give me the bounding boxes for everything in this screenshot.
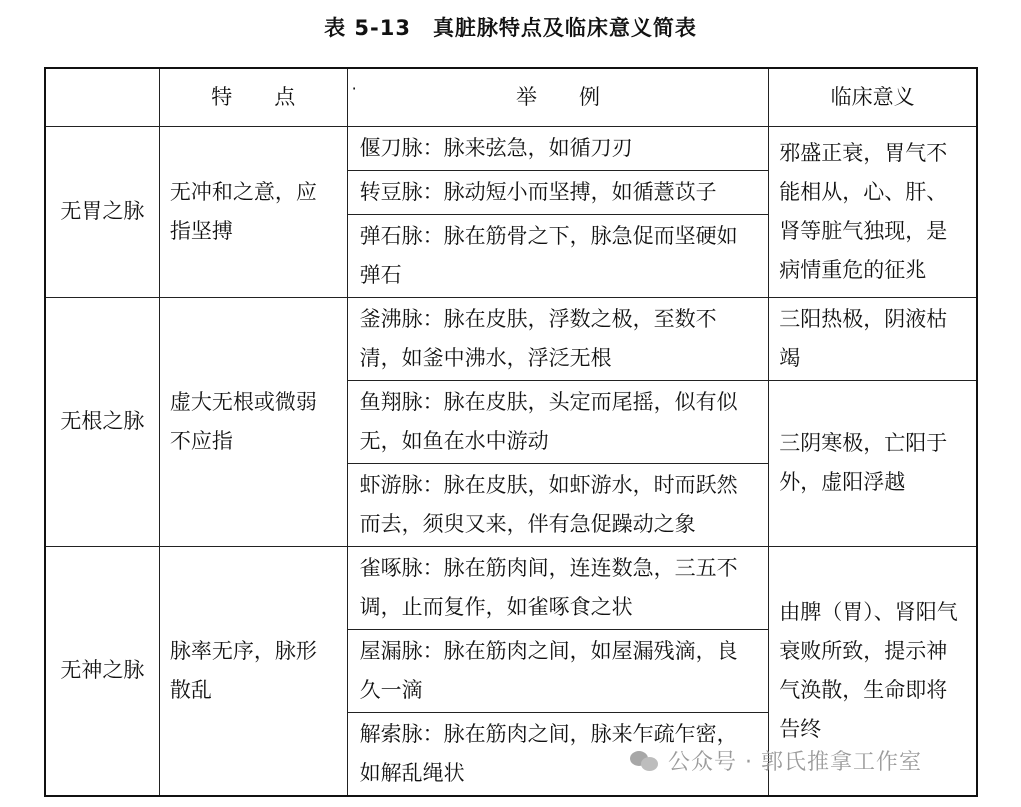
header-meaning: 临床意义 (769, 68, 977, 126)
example-cell: 解索脉：脉在筋肉之间，脉来乍疏乍密，如解乱绳状 (347, 712, 769, 796)
table-row (45, 126, 977, 170)
watermark-text: 公众号 · 郭氏推拿工作室 (668, 750, 922, 775)
table-row (45, 546, 977, 629)
group-label: 无胃之脉 (45, 126, 159, 297)
group-meaning: 邪盛正衰，胃气不能相从，心、肝、肾等脏气独现，是病情重危的征兆 (769, 126, 977, 297)
group-feature: 虚大无根或微弱不应指 (159, 297, 347, 546)
example-cell: 弹石脉：脉在筋骨之下，脉急促而坚硬如弹石 (347, 214, 769, 297)
group-feature: 无冲和之意，应指坚搏 (159, 126, 347, 297)
example-cell: 偃刀脉：脉来弦急，如循刀刃 (347, 126, 769, 170)
example-cell: 转豆脉：脉动短小而坚搏，如循薏苡子 (347, 170, 769, 214)
group-meaning: 由脾（胃）、肾阳气衰败所致，提示神气涣散，生命即将告终 (769, 546, 977, 796)
header-example (347, 68, 769, 126)
watermark (630, 745, 922, 776)
table-caption: 真脏脉特点及临床意义简表 (432, 16, 697, 40)
example-cell: 釜沸脉：脉在皮肤，浮数之极，至数不清，如釜中沸水，浮泛无根 (347, 297, 769, 380)
group-label: 无根之脉 (45, 297, 159, 546)
table-number: 表 5-13 (324, 16, 411, 40)
header-example-label: 举 例 (515, 84, 600, 109)
group-meaning-a: 三阳热极，阴液枯竭 (769, 297, 977, 380)
header-dot: · (351, 79, 357, 98)
pulse-table (44, 67, 978, 797)
table-row (45, 297, 977, 380)
example-cell: 鱼翔脉：脉在皮肤，头定而尾摇，似有似无，如鱼在水中游动 (347, 380, 769, 463)
wechat-icon (630, 749, 660, 773)
group-label: 无神之脉 (45, 546, 159, 796)
example-cell: 雀啄脉：脉在筋肉间，连连数急，三五不调，止而复作，如雀啄食之状 (347, 546, 769, 629)
header-feature: 特 点 (159, 68, 347, 126)
example-cell: 虾游脉：脉在皮肤，如虾游水，时而跃然而去，须臾又来，伴有急促躁动之象 (347, 463, 769, 546)
header-blank (45, 68, 159, 126)
group-feature: 脉率无序，脉形散乱 (159, 546, 347, 796)
example-cell: 屋漏脉：脉在筋肉之间，如屋漏残滴，良久一滴 (347, 629, 769, 712)
group-meaning-b: 三阴寒极，亡阳于外，虚阳浮越 (769, 380, 977, 546)
header-row (45, 68, 977, 126)
table-title (0, 12, 1021, 42)
